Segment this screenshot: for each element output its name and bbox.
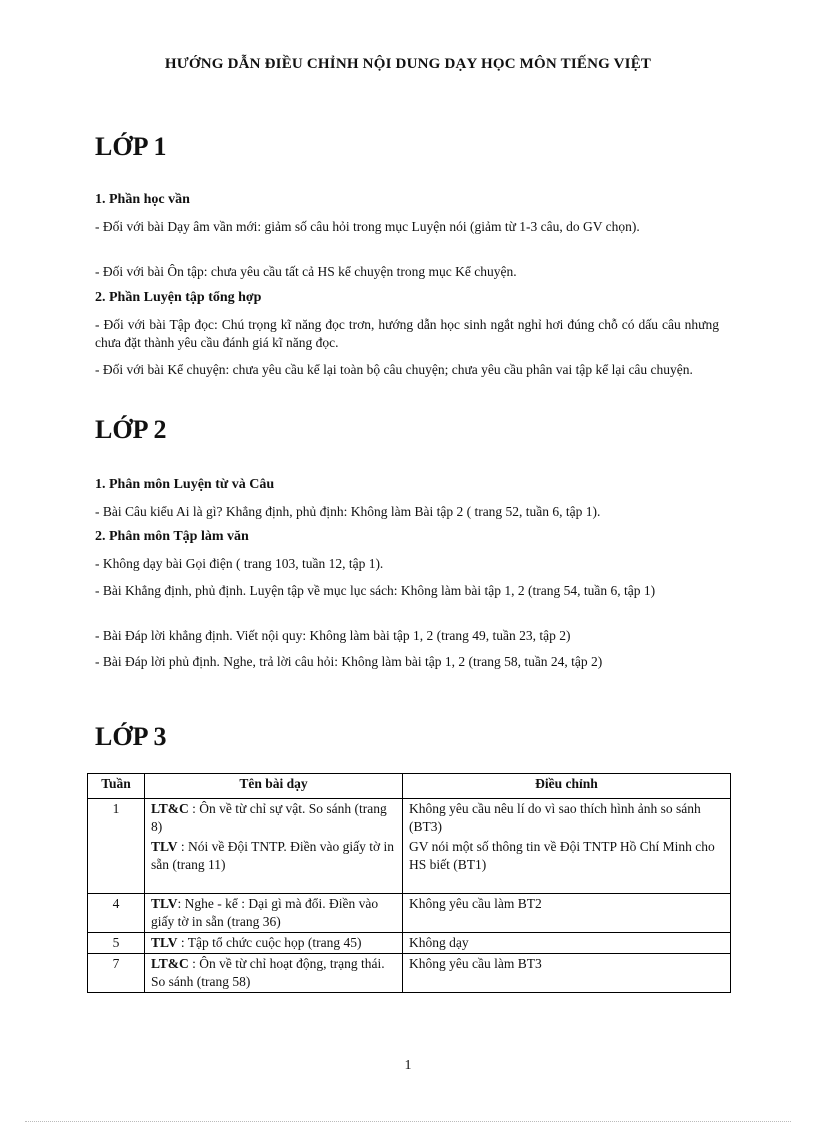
- adjustment-cell: Không dạy: [403, 932, 731, 953]
- grade-1-section-1: 1. Phần học vần: [95, 192, 190, 207]
- week-cell: 4: [88, 893, 145, 932]
- grade-2-paragraph-3: - Bài Khẳng định, phủ định. Luyện tập về mục lục sách: Không làm bài tập 1, 2 (trang 54, tuần 6, tập 1): [95, 583, 656, 598]
- grade-2-paragraph-4: - Bài Đáp lời khẳng định. Viết nội quy: Không làm bài tập 1, 2 (trang 49, tuần 23, tập 2): [95, 628, 571, 643]
- lesson-tag: LT&C: [151, 801, 189, 816]
- lesson-tag: TLV: [151, 934, 178, 950]
- lesson-cell: [145, 837, 403, 893]
- page-bottom-divider: [25, 1121, 791, 1122]
- grade-2-paragraph-5: - Bài Đáp lời phủ định. Nghe, trả lời câu hỏi: Không làm bài tập 1, 2 (trang 58, tuần 24, tập 2): [95, 654, 603, 669]
- adjustment-cell: Không yêu cầu làm BT2: [403, 893, 731, 932]
- grade-1-heading: LỚP 1: [95, 132, 167, 161]
- header-lesson: Tên bài dạy: [145, 774, 403, 799]
- lesson-text: : Ôn về từ chỉ sự vật. So sánh (trang 8): [151, 801, 387, 834]
- lesson-cell: [145, 893, 403, 932]
- adjustment-cell: Không yêu cầu làm BT3: [403, 953, 731, 992]
- week-cell: 7: [88, 953, 145, 992]
- lesson-cell: [145, 799, 403, 838]
- grade-1-paragraph-4: - Đối với bài Kể chuyện: chưa yêu cầu kể lại toàn bộ câu chuyện; chưa yêu cầu phân vai tập kể lại câu chuyện.: [95, 362, 693, 377]
- week-cell: 5: [88, 932, 145, 953]
- lesson-text: : Nói về Đội TNTP. Điền vào giấy tờ in sẵn (trang 11): [151, 839, 395, 872]
- grade-2-paragraph-1: - Bài Câu kiểu Ai là gì? Khẳng định, phủ định: Không làm Bài tập 2 ( trang 52, tuần 6, tập 1).: [95, 504, 601, 519]
- page-number: 1: [404, 1058, 412, 1073]
- table-row: [88, 799, 731, 838]
- grade-3-heading: LỚP 3: [95, 722, 167, 751]
- grade-2-section-1: 1. Phân môn Luyện từ và Câu: [95, 477, 275, 492]
- header-week: Tuần: [88, 774, 145, 799]
- grade-1-paragraph-1: - Đối với bài Dạy âm vần mới: giảm số câu hỏi trong mục Luyện nói (giảm từ 1-3 câu, do GV chọn).: [95, 219, 640, 234]
- lesson-text: : Nghe - kể : Dại gì mà đổi. Điền vào giấy tờ in sẵn (trang 36): [151, 895, 379, 929]
- week-cell: 1: [88, 799, 145, 894]
- grade-1-paragraph-3: - Đối với bài Tập đọc: Chú trọng kĩ năng đọc trơn, hướng dẫn học sinh ngắt nghỉ hơi đúng chỗ có dấu câu nhưng chưa đặt thành yêu cầu đánh giá kĩ năng đọc.: [95, 317, 719, 350]
- lesson-text: : Ôn về từ chỉ hoạt động, trạng thái. So sánh (trang 58): [151, 955, 385, 989]
- grade-2-section-2: 2. Phân môn Tập làm văn: [95, 529, 249, 544]
- table-row: [88, 893, 731, 932]
- grade-1-paragraph-2: - Đối với bài Ôn tập: chưa yêu cầu tất cả HS kể chuyện trong mục Kể chuyện.: [95, 264, 517, 279]
- lesson-tag: LT&C: [151, 955, 189, 971]
- lesson-cell: [145, 932, 403, 953]
- grade-2-heading: LỚP 2: [95, 415, 167, 444]
- adjustment-cell: GV nói một số thông tin về Đội TNTP Hồ Chí Minh cho HS biết (BT1): [403, 837, 731, 893]
- grade-3-adjustment-table: [87, 773, 731, 993]
- document-title: HƯỚNG DẪN ĐIỀU CHỈNH NỘI DUNG DẠY HỌC MÔN TIẾNG VIỆT: [164, 56, 652, 72]
- lesson-text: : Tập tổ chức cuộc họp (trang 45): [177, 934, 362, 950]
- table-row: [88, 953, 731, 992]
- adjustment-cell: Không yêu cầu nêu lí do vì sao thích hình ảnh so sánh (BT3): [403, 799, 731, 838]
- table-row: [88, 837, 731, 893]
- grade-2-paragraph-2: - Không dạy bài Gọi điện ( trang 103, tuần 12, tập 1).: [95, 556, 384, 571]
- table-row: [88, 932, 731, 953]
- lesson-tag: TLV: [151, 895, 178, 911]
- lesson-tag: TLV: [151, 839, 178, 854]
- grade-1-section-2: 2. Phần Luyện tập tổng hợp: [95, 290, 262, 305]
- lesson-cell: [145, 953, 403, 992]
- table-header-row: [88, 774, 731, 799]
- header-adjustment: Điều chỉnh: [403, 774, 731, 799]
